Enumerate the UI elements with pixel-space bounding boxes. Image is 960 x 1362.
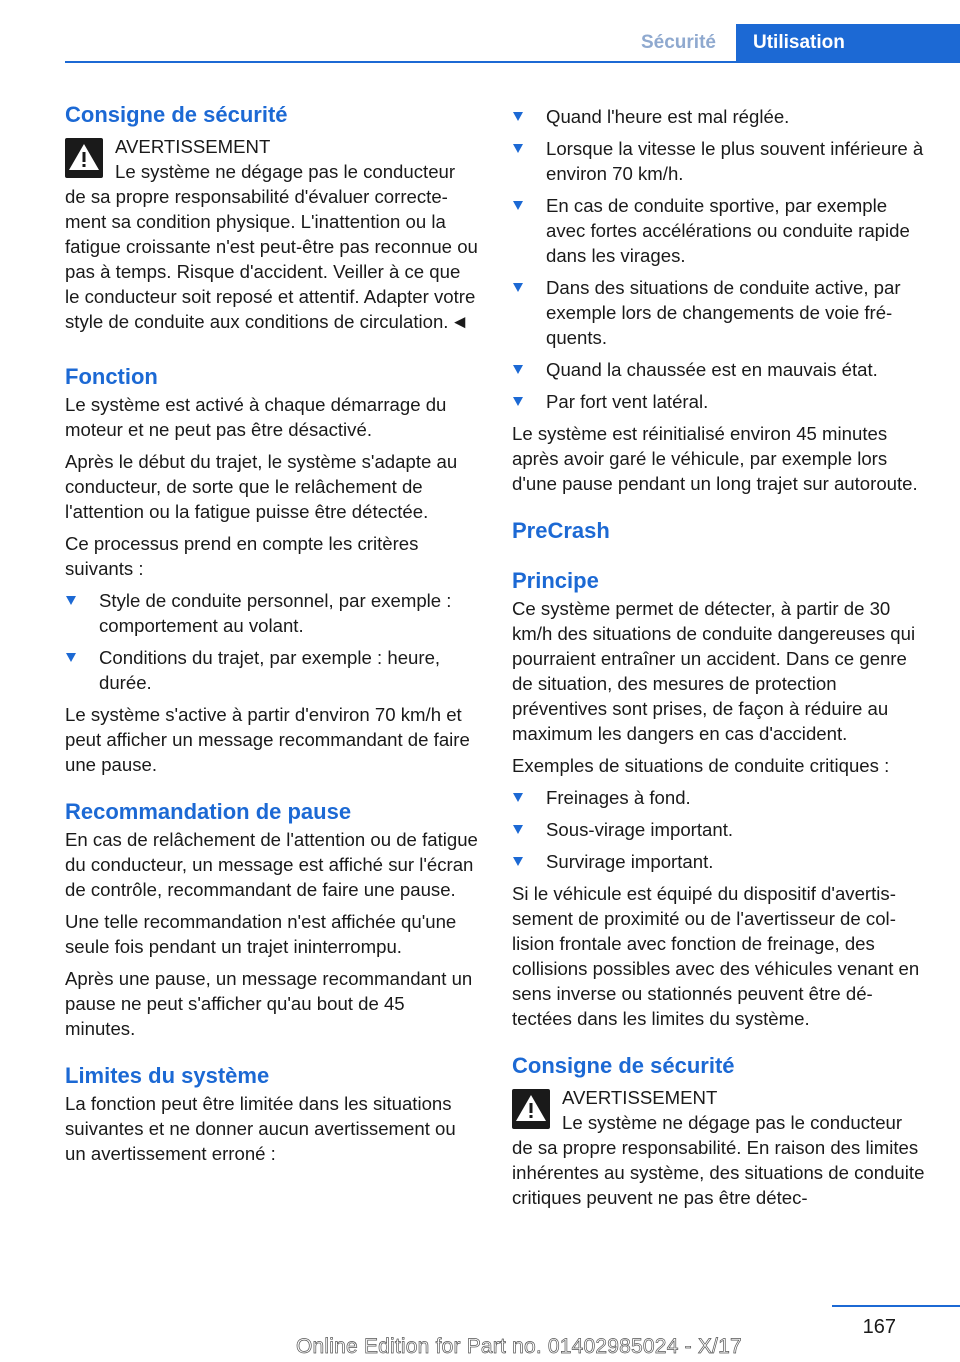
section-limites bbox=[65, 1061, 479, 1166]
list-item: Lorsque la vitesse le plus souvent inférieure à environ 70 km/h. bbox=[512, 136, 926, 186]
section-precrash bbox=[512, 516, 926, 546]
paragraph: Ce système permet de détecter, à partir de 30 km/h des situations de conduite dangereuses qui pourraient entraîner un accident. Dans ce genre de situation, des mesures de protection préventives sont prises, de façon à réduire au maximum les dangers en cas d'accident. bbox=[512, 598, 916, 744]
warning-text: Le système ne dégage pas le conducteur de sa propre responsabilité. En raison des limites inhérentes au système, des situations de conduite critiques peuvent ne pas être détec- bbox=[512, 1112, 925, 1208]
section-heading: Recommandation de pause bbox=[65, 799, 352, 824]
section-heading: Consigne de sécurité bbox=[512, 1053, 735, 1078]
warning-block bbox=[512, 1085, 926, 1210]
paragraph: Une telle recommandation n'est affichée qu'une seule fois pendant un trajet ininterrompu. bbox=[65, 911, 457, 957]
paragraph: Ce processus prend en compte les critères suivants : bbox=[65, 533, 419, 579]
list-item: Dans des situations de conduite active, par exemple lors de changements de voie fréquents. bbox=[512, 275, 926, 350]
paragraph: La fonction peut être limitée dans les situations suivantes et ne donner aucun avertissement ou un avertissement erroné : bbox=[65, 1093, 456, 1164]
page-number: 167 bbox=[862, 1316, 896, 1338]
list-item: Sous-virage important. bbox=[512, 817, 926, 842]
bullet-triangle-icon bbox=[513, 112, 523, 121]
bullet-triangle-icon bbox=[66, 653, 76, 662]
list-item: Quand la chaussée est en mauvais état. bbox=[512, 357, 926, 382]
section-heading: Fonction bbox=[65, 364, 158, 389]
section-heading: Principe bbox=[512, 568, 599, 593]
header-tab-utilisation: Utilisation bbox=[736, 24, 960, 63]
paragraph: Le système est activé à chaque démarrage du moteur et ne peut pas être désactivé. bbox=[65, 394, 447, 440]
bullet-list bbox=[512, 785, 926, 874]
end-mark-icon: ◄ bbox=[450, 311, 469, 332]
warning-title: AVERTISSEMENT bbox=[562, 1087, 718, 1108]
section-consigne-2 bbox=[512, 1051, 926, 1210]
bullet-triangle-icon bbox=[513, 857, 523, 866]
section-principe bbox=[512, 566, 926, 1031]
right-column bbox=[512, 100, 926, 1210]
paragraph: En cas de relâchement de l'attention ou de fatigue du conducteur, un message est affiché sur l'écran de contrôle, recommandant de faire une pause. bbox=[65, 829, 478, 900]
bullet-list-limits bbox=[512, 104, 926, 414]
warning-text: Le système ne dégage pas le conducteur de sa propre responsabilité d'évaluer correctement sa condition physique. L'inattention ou la fatigue croissante n'est peut-être pas reconnue ou pas à temps. Risque d'accident. Veiller à ce que le conducteur soit reposé et attentif. Adapter votre style de conduite aux conditions de circulation. bbox=[65, 161, 478, 332]
list-item: Style de conduite personnel, par exemple : comportement au volant. bbox=[65, 588, 479, 638]
paragraph: Si le véhicule est équipé du dispositif d'avertissement de proximité ou de l'avertisseur de collision frontale avec fonction de freinage, des collisions possibles avec des véhicules venant en sens inverse ou stationnés peuvent être détectées dans les limites du système. bbox=[512, 883, 920, 1029]
bullet-triangle-icon bbox=[66, 596, 76, 605]
list-item: Par fort vent latéral. bbox=[512, 389, 926, 414]
section-fonction bbox=[65, 362, 479, 777]
list-item: Conditions du trajet, par exemple : heure, durée. bbox=[65, 645, 479, 695]
section-heading: Consigne de sécurité bbox=[65, 102, 288, 127]
bullet-triangle-icon bbox=[513, 201, 523, 210]
footer-rule bbox=[832, 1305, 960, 1307]
left-column bbox=[65, 100, 479, 1173]
bullet-triangle-icon bbox=[513, 144, 523, 153]
paragraph: Exemples de situations de conduite critiques : bbox=[512, 755, 890, 776]
warning-block bbox=[65, 134, 479, 334]
list-item: Freinages à fond. bbox=[512, 785, 926, 810]
header-rule bbox=[65, 61, 960, 63]
bullet-triangle-icon bbox=[513, 793, 523, 802]
section-pause bbox=[65, 797, 479, 1041]
paragraph: Après le début du trajet, le système s'adapte au conducteur, de sorte que le relâchement de l'attention ou la fatigue puisse être détectée. bbox=[65, 451, 458, 522]
list-item: En cas de conduite sportive, par exemple avec fortes accélérations ou conduite rapide dans les virages. bbox=[512, 193, 926, 268]
list-item: Quand l'heure est mal réglée. bbox=[512, 104, 926, 129]
footer-edition: Online Edition for Part no. 01402985024 - X/17 bbox=[296, 1335, 742, 1358]
paragraph: Après une pause, un message recommandant un pause ne peut s'afficher qu'au bout de 45 minutes. bbox=[65, 968, 473, 1039]
bullet-triangle-icon bbox=[513, 825, 523, 834]
list-item: Survirage important. bbox=[512, 849, 926, 874]
section-heading: Limites du système bbox=[65, 1063, 270, 1088]
bullet-triangle-icon bbox=[513, 365, 523, 374]
chapter-heading: PreCrash bbox=[512, 518, 610, 543]
bullet-triangle-icon bbox=[513, 397, 523, 406]
paragraph: Le système est réinitialisé environ 45 minutes après avoir garé le véhicule, par exemple lors d'une pause pendant un long trajet sur autoroute. bbox=[512, 423, 918, 494]
warning-title: AVERTISSEMENT bbox=[115, 136, 271, 157]
paragraph: Le système s'active à partir d'environ 70 km/h et peut afficher un message recommandant de faire une pause. bbox=[65, 704, 470, 775]
bullet-list bbox=[65, 588, 479, 695]
warning-triangle-icon bbox=[65, 138, 103, 178]
bullet-triangle-icon bbox=[513, 283, 523, 292]
warning-triangle-icon bbox=[512, 1089, 550, 1129]
section-consigne-1 bbox=[65, 100, 479, 334]
header-tab-securite: Sécurité bbox=[641, 32, 716, 53]
